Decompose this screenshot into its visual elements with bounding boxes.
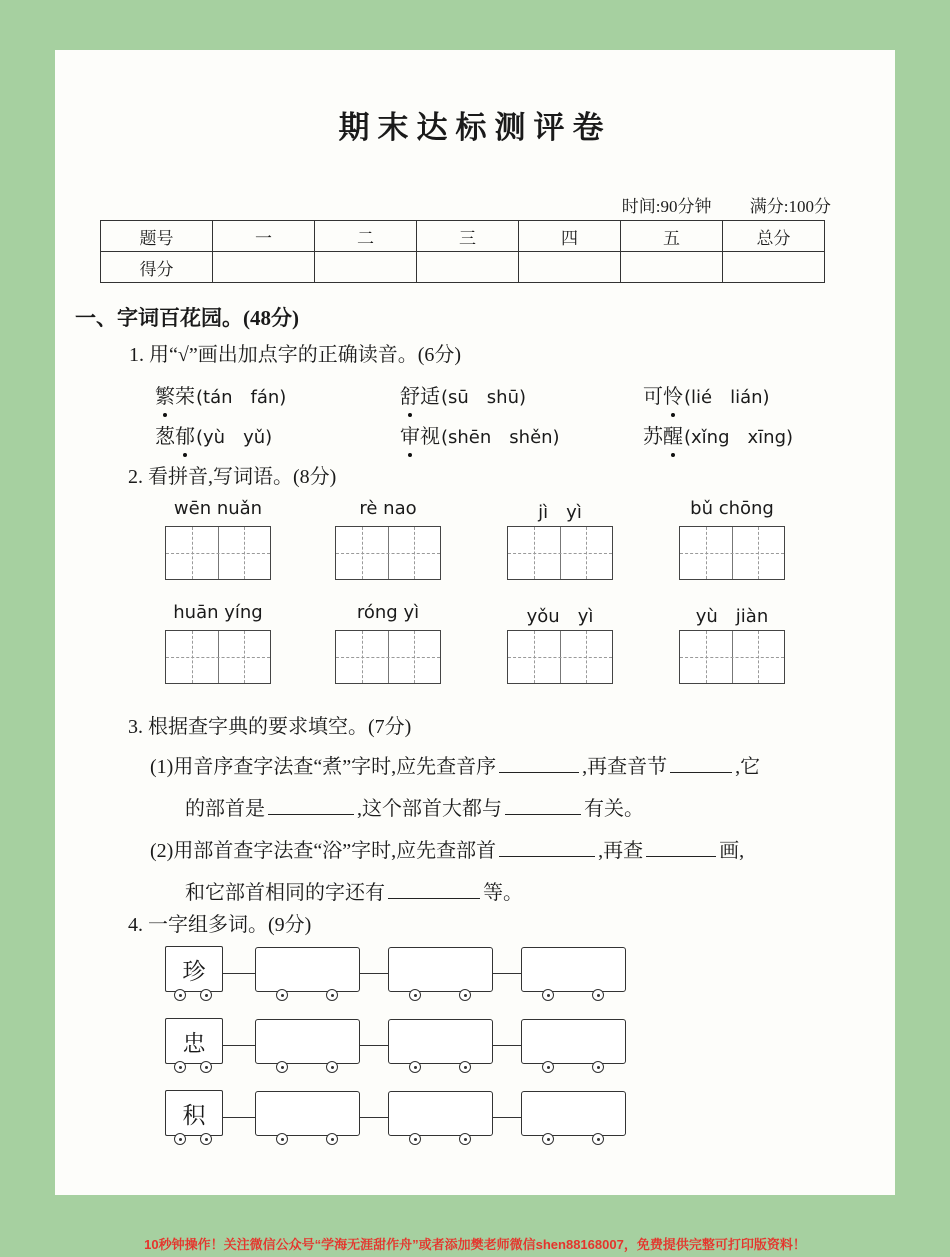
question-3-label: 3. 根据查字典的要求填空。(7分): [128, 716, 412, 738]
text-segment: ,再查音节: [582, 756, 668, 778]
score-table-score-row: [101, 252, 825, 283]
exam-meta: [588, 192, 831, 217]
pinyin-hint: róng yì: [356, 602, 420, 623]
pinyin-options: (xǐng xīng): [684, 427, 794, 448]
text-segment: 的部首是: [185, 798, 265, 820]
char-cell: [388, 631, 441, 683]
char-cell: [166, 631, 218, 683]
blank-line: [499, 837, 595, 857]
score-table-header-cell: 五: [621, 221, 723, 252]
char-cell: [336, 631, 388, 683]
char-cell: [218, 527, 271, 579]
text-segment: 有关。: [584, 798, 644, 820]
train-char: 珍: [182, 958, 206, 984]
dotted-char: 舒: [400, 380, 420, 409]
q2-word-col: [165, 498, 271, 580]
wheel-icon: [174, 989, 186, 1001]
pinyin-hint: huān yíng: [173, 602, 263, 623]
coupler-line: [223, 1117, 255, 1118]
char-cell: [732, 631, 785, 683]
q2-word-col: [335, 602, 441, 684]
answer-box: [679, 630, 785, 684]
coupler-line: [493, 1045, 521, 1046]
blank-line: [388, 879, 480, 899]
score-table-header-row: [101, 221, 825, 252]
q2-word-col: [679, 498, 785, 580]
wheel-icon: [174, 1061, 186, 1073]
blank-line: [268, 795, 354, 815]
wheel-icon: [459, 1061, 471, 1073]
blank-line: [499, 753, 579, 773]
wheel-icon: [200, 989, 212, 1001]
dotted-char: 郁: [175, 420, 195, 449]
wheel-icon: [592, 1061, 604, 1073]
text-segment: ,它: [735, 756, 761, 778]
score-table-header-cell: 二: [315, 221, 417, 252]
wheel-icon: [276, 1133, 288, 1145]
char: 视: [420, 426, 440, 448]
char-cell: [336, 527, 388, 579]
score-table-header-cell: 三: [417, 221, 519, 252]
wheel-icon: [276, 989, 288, 1001]
word-train-zhen: [165, 946, 645, 1010]
train-cart: [521, 947, 626, 992]
question-2-label: 2. 看拼音,写词语。(8分): [128, 466, 337, 488]
time-limit-text: 时间:90分钟: [621, 197, 712, 216]
wheel-icon: [542, 1133, 554, 1145]
wheel-icon: [592, 1133, 604, 1145]
pinyin-hint: bǔ chōng: [690, 498, 774, 519]
exam-title: 期末达标测评卷: [338, 110, 612, 145]
wheel-icon: [409, 989, 421, 1001]
q3-line-4: [185, 876, 523, 905]
q2-word-col: [507, 498, 613, 580]
question-4-label: 4. 一字组多词。(9分): [128, 914, 312, 936]
pinyin-hint: wēn nuǎn: [173, 498, 263, 519]
score-empty-cell: [417, 252, 519, 283]
blank-line: [670, 753, 732, 773]
char-cell: [680, 527, 732, 579]
wheel-icon: [326, 1133, 338, 1145]
pinyin-hint: rè nao: [359, 498, 417, 519]
q3-line-1: [150, 750, 760, 779]
char-cell: [388, 527, 441, 579]
q1-item-shenshi: [400, 420, 560, 449]
train-char: 忠: [182, 1030, 206, 1056]
answer-box: [165, 526, 271, 580]
pinyin-options: (tán fán): [196, 387, 287, 408]
wheel-icon: [542, 1061, 554, 1073]
text-segment: (2)用部首查字法查“浴”字时,应先查部首: [150, 840, 497, 862]
char-cell: [218, 631, 271, 683]
word-train-zhong: [165, 1018, 645, 1082]
pinyin-options: (sū shū): [441, 387, 527, 408]
wheel-icon: [174, 1133, 186, 1145]
char: 葱: [155, 426, 175, 448]
answer-box: [335, 630, 441, 684]
q2-word-col: [679, 602, 785, 684]
coupler-line: [223, 1045, 255, 1046]
pinyin-options: (yù yǔ): [196, 427, 273, 448]
wheel-icon: [409, 1133, 421, 1145]
wheel-icon: [542, 989, 554, 1001]
q1-item-kelian: [643, 380, 770, 409]
score-table-header-cell: 题号: [101, 221, 213, 252]
dotted-char: 审: [400, 420, 420, 449]
text-segment: 和它部首相同的字还有: [185, 882, 385, 904]
q2-word-col: [507, 602, 613, 684]
pinyin-hint: yǒu yì: [526, 606, 594, 627]
char-cell: [560, 631, 613, 683]
answer-box: [165, 630, 271, 684]
train-cart: [388, 947, 493, 992]
train-cart: [255, 1019, 360, 1064]
score-table: [100, 220, 825, 283]
char-cell: [560, 527, 613, 579]
q1-item-fanrong: [155, 380, 286, 409]
score-empty-cell: [519, 252, 621, 283]
footer-promo-text: 10秒钟操作！关注微信公众号“学海无涯甜作舟”或者添加樊老师微信shen88168007，免费提供完整可打印版资料！: [144, 1237, 806, 1252]
pinyin-options: (shēn shěn): [441, 427, 560, 448]
train-cart: [521, 1091, 626, 1136]
wheel-icon: [409, 1061, 421, 1073]
wheel-icon: [200, 1133, 212, 1145]
answer-box: [507, 630, 613, 684]
answer-box: [507, 526, 613, 580]
char: 苏: [643, 426, 663, 448]
score-row-label: 得分: [101, 252, 213, 283]
wheel-icon: [326, 1061, 338, 1073]
coupler-line: [223, 973, 255, 974]
q2-row-2: [55, 602, 895, 710]
wheel-icon: [276, 1061, 288, 1073]
blank-line: [646, 837, 716, 857]
dotted-char: 怜: [663, 380, 683, 409]
char-cell: [680, 631, 732, 683]
score-empty-cell: [315, 252, 417, 283]
q1-item-congyu: [155, 420, 272, 449]
train-engine: [165, 1018, 223, 1064]
char-cell: [508, 631, 560, 683]
wheel-icon: [326, 989, 338, 1001]
score-empty-cell: [213, 252, 315, 283]
score-empty-cell: [621, 252, 723, 283]
dotted-char: 醒: [663, 420, 683, 449]
wheel-icon: [459, 1133, 471, 1145]
text-segment: 等。: [483, 882, 523, 904]
score-table-header-cell: 一: [213, 221, 315, 252]
dotted-char: 繁: [155, 380, 175, 409]
full-score-text: 满分:100分: [749, 197, 831, 216]
train-cart: [388, 1019, 493, 1064]
answer-box: [335, 526, 441, 580]
score-table-header-cell: 总分: [723, 221, 825, 252]
train-char: 积: [182, 1102, 206, 1128]
q2-word-col: [335, 498, 441, 580]
coupler-line: [493, 1117, 521, 1118]
text-segment: 画,: [719, 840, 745, 862]
coupler-line: [360, 1045, 388, 1046]
q3-line-3: [150, 834, 744, 863]
question-1-label: 1. 用“√”画出加点字的正确读音。(6分): [129, 344, 462, 366]
char-cell: [508, 527, 560, 579]
pinyin-hint: jì yì: [538, 502, 582, 523]
word-train-ji: [165, 1090, 645, 1154]
coupler-line: [493, 973, 521, 974]
score-table-header-cell: 四: [519, 221, 621, 252]
wheel-icon: [200, 1061, 212, 1073]
train-engine: [165, 946, 223, 992]
char: 可: [643, 386, 663, 408]
section-1-heading: 一、字词百花园。(48分): [75, 306, 299, 330]
pinyin-options: (lié lián): [684, 387, 770, 408]
text-segment: ,再查: [598, 840, 644, 862]
char-cell: [732, 527, 785, 579]
q2-row-1: [55, 498, 895, 606]
wheel-icon: [592, 989, 604, 1001]
q2-word-col: [165, 602, 271, 684]
q1-item-shushi: [400, 380, 526, 409]
train-cart: [521, 1019, 626, 1064]
text-segment: ,这个部首大都与: [357, 798, 502, 820]
exam-paper: [55, 50, 895, 1195]
blank-line: [505, 795, 581, 815]
train-cart: [255, 947, 360, 992]
coupler-line: [360, 973, 388, 974]
char: 适: [420, 386, 440, 408]
pinyin-hint: yù jiàn: [695, 606, 769, 627]
q1-item-suxing: [643, 420, 793, 449]
char: 荣: [175, 386, 195, 408]
coupler-line: [360, 1117, 388, 1118]
train-cart: [388, 1091, 493, 1136]
train-cart: [255, 1091, 360, 1136]
text-segment: (1)用音序查字法查“煮”字时,应先查音序: [150, 756, 497, 778]
train-engine: [165, 1090, 223, 1136]
char-cell: [166, 527, 218, 579]
score-empty-cell: [723, 252, 825, 283]
wheel-icon: [459, 989, 471, 1001]
answer-box: [679, 526, 785, 580]
q3-line-2: [185, 792, 644, 821]
